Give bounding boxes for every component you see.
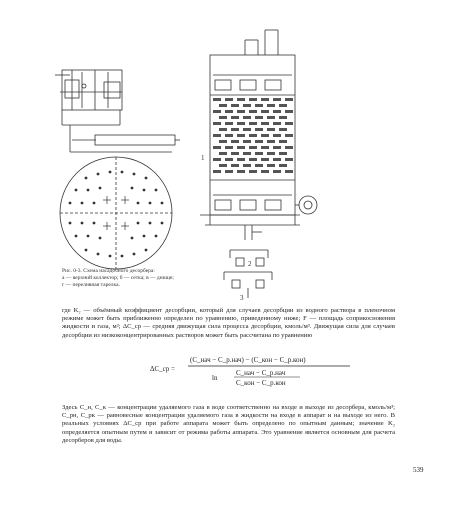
perforated-plate [60, 157, 172, 269]
schematic-collector [55, 70, 122, 125]
formula-inner-den: C_кон − C_р.кон [236, 379, 286, 387]
body-paragraph-1 [62, 307, 395, 340]
paragraph-text: Здесь C_н, C_к — концентрации удаляемого газа в воде соответственно на входе и выходе из десорбера, кмоль/м³; C_pн, C_pк — равновесные концентрации удаляемого газа в жидкости на входе в аппарат и на выходе из него. В реальных условиях ΔC_ср при работе аппарата может быть определено по опытным данным; значение K₂ определяется опытным путем и зависит от режима работы аппарата. Это уравнение является основным для расчета десорберов для воды. [62, 404, 395, 444]
formula-lhs: ΔC_ср = [150, 365, 175, 373]
caption-line-3: г — переливная тарелка. [62, 282, 120, 288]
page-number: 539 [413, 466, 424, 474]
body-paragraph-2 [62, 404, 395, 445]
figure-label-2: 2 [248, 260, 252, 268]
packing-fill [213, 98, 293, 173]
formula-ln: ln [212, 374, 218, 382]
figure-label-1: 1 [201, 154, 205, 162]
paragraph-text: где K₂ — объёмный коэффициент десорбции, который для случаев десорбции из водного раствора в пленочном режиме может быть приближенно определен по уравнению, приведенному ниже; F — площадь соприкосновения жидкости и газа, м²; ΔC_ср — средняя движущая сила процесса десорбции, кмоль/м³. Движущая сила для случаев десорбции из низкоконцентрированных растворов может быть рассчитана по уравнению [62, 307, 395, 339]
formula-numerator: (C_нач − C_р.нач) − (C_кон − C_р.кон) [190, 356, 306, 364]
caption-line-1: Рис. 0-3. Схема насадочного десорбера: [62, 268, 155, 274]
schematic-pipe [70, 125, 180, 152]
caption-line-2: а — верхний коллектор; б — сетка; в — днище; [62, 275, 174, 281]
figure-caption [62, 268, 212, 289]
formula-driving-force [150, 353, 370, 389]
figure-label-3: 3 [240, 294, 244, 300]
formula-inner-num: C_нач − C_р.нач [236, 369, 286, 377]
